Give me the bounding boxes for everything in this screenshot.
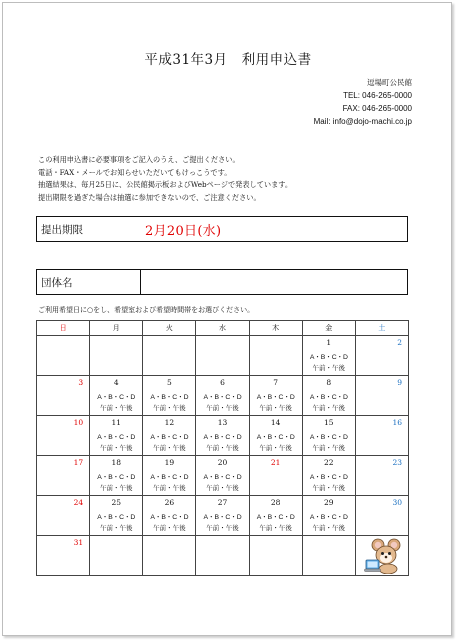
intro-line: 抽選結果は、毎月25日に、公民館掲示板およびWebページで発表しています。	[38, 180, 293, 189]
mouse-laptop-icon	[364, 538, 404, 576]
calendar-empty-cell	[37, 336, 90, 376]
day-number: 4	[113, 378, 119, 387]
weekday-thu: 木	[249, 321, 302, 336]
time-options[interactable]: 午前・午後	[206, 484, 239, 492]
calendar-empty-cell	[196, 336, 249, 376]
room-options[interactable]: A・B・C・D	[309, 514, 348, 521]
calendar-day-cell[interactable]	[249, 376, 302, 416]
calendar-empty-cell	[302, 536, 355, 576]
day-number: 18	[111, 458, 121, 467]
calendar-day-cell[interactable]	[196, 416, 249, 456]
calendar-day-cell[interactable]	[90, 376, 143, 416]
day-number: 22	[324, 458, 334, 467]
time-options[interactable]: 午前・午後	[153, 444, 186, 452]
room-options[interactable]: A・B・C・D	[97, 514, 136, 521]
day-number: 11	[111, 418, 121, 427]
day-number: 31	[73, 538, 84, 547]
calendar-day-cell[interactable]	[249, 416, 302, 456]
day-number: 6	[220, 378, 225, 387]
room-options[interactable]: A・B・C・D	[203, 514, 242, 521]
weekday-sun: 日	[37, 321, 90, 336]
day-number: 1	[326, 338, 332, 347]
room-options[interactable]: A・B・C・D	[97, 474, 136, 481]
calendar-day-cell[interactable]	[302, 336, 355, 376]
calendar-empty-cell	[90, 536, 143, 576]
room-options[interactable]: A・B・C・D	[97, 434, 136, 441]
time-options[interactable]: 午前・午後	[153, 524, 186, 532]
day-number: 25	[111, 498, 121, 507]
room-options[interactable]: A・B・C・D	[97, 394, 136, 401]
day-number: 26	[164, 498, 175, 507]
contact-block	[314, 76, 412, 128]
time-options[interactable]: 午前・午後	[153, 404, 186, 412]
page-title: 平成31年3月 利用申込書	[144, 52, 312, 68]
calendar-day-cell	[355, 376, 408, 416]
time-options[interactable]: 午前・午後	[312, 524, 346, 532]
day-number: 29	[324, 498, 334, 507]
room-options[interactable]: A・B・C・D	[203, 434, 242, 441]
calendar-week-row	[37, 416, 409, 456]
time-options[interactable]: 午前・午後	[259, 444, 292, 452]
calendar-day-cell[interactable]	[90, 456, 143, 496]
calendar-instruction: ご利用希望日に○をし、希望室および希望時間帯をお選びください。	[38, 306, 255, 314]
weekday-fri: 金	[302, 321, 355, 336]
calendar-day-cell	[37, 496, 90, 536]
day-number: 27	[217, 498, 228, 507]
room-options[interactable]: A・B・C・D	[256, 394, 295, 401]
time-options[interactable]: 午前・午後	[206, 444, 239, 452]
day-number: 9	[397, 378, 402, 387]
room-options[interactable]: A・B・C・D	[150, 434, 189, 441]
room-options[interactable]: A・B・C・D	[150, 514, 189, 521]
calendar-day-cell	[249, 456, 302, 496]
intro-line: この利用申込書に必要事項をご記入のうえ、ご提出ください。	[38, 155, 240, 164]
calendar-empty-cell	[143, 536, 196, 576]
calendar-week-row	[37, 336, 409, 376]
time-options[interactable]: 午前・午後	[206, 524, 239, 532]
time-options[interactable]: 午前・午後	[99, 444, 133, 452]
day-number: 8	[326, 378, 332, 387]
time-options[interactable]: 午前・午後	[99, 404, 133, 412]
calendar-empty-cell	[90, 336, 143, 376]
calendar-day-cell[interactable]	[90, 416, 143, 456]
calendar-day-cell[interactable]	[302, 456, 355, 496]
day-number: 3	[78, 378, 84, 387]
calendar-day-cell[interactable]	[90, 496, 143, 536]
calendar-day-cell[interactable]	[249, 496, 302, 536]
day-number: 13	[217, 418, 228, 427]
calendar-day-cell	[355, 416, 408, 456]
time-options[interactable]: 午前・午後	[312, 364, 346, 372]
day-number: 17	[73, 458, 84, 467]
calendar-empty-cell	[249, 336, 302, 376]
calendar-day-cell[interactable]	[196, 496, 249, 536]
calendar-day-cell	[355, 456, 408, 496]
day-number: 12	[164, 418, 175, 427]
room-options[interactable]: A・B・C・D	[256, 434, 295, 441]
calendar-week-row	[37, 496, 409, 536]
weekday-wed: 水	[196, 321, 249, 336]
weekday-sat: 土	[355, 321, 408, 336]
time-options[interactable]: 午前・午後	[312, 404, 346, 412]
group-name-label: 団体名	[37, 270, 141, 294]
day-number: 15	[324, 418, 334, 427]
time-options[interactable]: 午前・午後	[99, 524, 133, 532]
room-options[interactable]: A・B・C・D	[309, 354, 348, 361]
time-options[interactable]: 午前・午後	[206, 404, 239, 412]
day-number: 19	[164, 458, 175, 467]
contact-fax: FAX: 046-265-0000	[342, 104, 412, 113]
intro-line: 電話・FAX・メールでお知らせいただいてもけっこうです。	[38, 167, 232, 177]
calendar-day-cell[interactable]	[143, 496, 196, 536]
time-options[interactable]: 午前・午後	[259, 524, 292, 532]
intro-line: 提出期限を過ぎた場合は抽選に参加できないので、ご注意ください。	[38, 192, 261, 202]
calendar-day-cell[interactable]	[302, 416, 355, 456]
calendar-week-row	[37, 376, 409, 416]
day-number: 23	[392, 458, 402, 467]
calendar-day-cell[interactable]	[196, 376, 249, 416]
deadline-label: 提出期限	[41, 223, 83, 236]
calendar-day-cell	[37, 456, 90, 496]
room-options[interactable]: A・B・C・D	[203, 394, 242, 401]
calendar-day-cell	[37, 536, 90, 576]
weekday-tue: 火	[143, 321, 196, 336]
time-options[interactable]: 午前・午後	[259, 404, 292, 412]
day-number: 5	[166, 378, 172, 387]
calendar-week-row	[37, 536, 409, 576]
time-options[interactable]: 午前・午後	[312, 484, 346, 492]
calendar-day-cell[interactable]	[302, 376, 355, 416]
room-options[interactable]: A・B・C・D	[150, 474, 189, 481]
calendar-empty-cell	[249, 536, 302, 576]
room-options[interactable]: A・B・C・D	[203, 474, 242, 481]
room-options[interactable]: A・B・C・D	[309, 394, 348, 401]
day-number: 24	[73, 498, 84, 507]
calendar-day-cell	[355, 496, 408, 536]
day-number: 10	[73, 418, 84, 427]
calendar-day-cell[interactable]	[143, 416, 196, 456]
contact-tel: TEL: 046-265-0000	[343, 91, 412, 100]
calendar-week-row	[37, 456, 409, 496]
deadline-box	[36, 216, 408, 242]
day-number: 28	[270, 498, 281, 507]
day-number: 21	[270, 458, 281, 467]
contact-mail: Mail: info@dojo-machi.co.jp	[313, 117, 412, 126]
time-options[interactable]: 午前・午後	[312, 444, 346, 452]
weekday-mon: 月	[90, 321, 143, 336]
calendar-empty-cell	[196, 536, 249, 576]
calendar-empty-cell	[355, 536, 408, 576]
day-number: 16	[392, 418, 402, 427]
calendar-day-cell	[37, 376, 90, 416]
deadline-value: 2月20日(水)	[145, 223, 222, 239]
intro-text	[38, 154, 292, 204]
room-options[interactable]: A・B・C・D	[256, 514, 295, 521]
calendar-empty-cell	[143, 336, 196, 376]
calendar-day-cell[interactable]	[143, 456, 196, 496]
weekday-header-row	[37, 321, 409, 336]
room-options[interactable]: A・B・C・D	[150, 394, 189, 401]
day-number: 20	[217, 458, 228, 467]
calendar-day-cell[interactable]	[143, 376, 196, 416]
room-options[interactable]: A・B・C・D	[309, 474, 348, 481]
time-options[interactable]: 午前・午後	[99, 484, 133, 492]
room-options[interactable]: A・B・C・D	[309, 434, 348, 441]
day-number: 30	[392, 498, 402, 507]
calendar-day-cell[interactable]	[196, 456, 249, 496]
calendar-day-cell	[37, 416, 90, 456]
group-name-field[interactable]	[141, 270, 407, 294]
calendar-table	[36, 320, 409, 576]
calendar-day-cell	[355, 336, 408, 376]
day-number: 14	[270, 418, 281, 427]
calendar-day-cell[interactable]	[302, 496, 355, 536]
day-number: 7	[273, 378, 279, 387]
time-options[interactable]: 午前・午後	[153, 484, 186, 492]
organization-name: 逗場町公民館	[367, 78, 412, 87]
day-number: 2	[397, 338, 402, 347]
group-name-box	[36, 269, 408, 295]
